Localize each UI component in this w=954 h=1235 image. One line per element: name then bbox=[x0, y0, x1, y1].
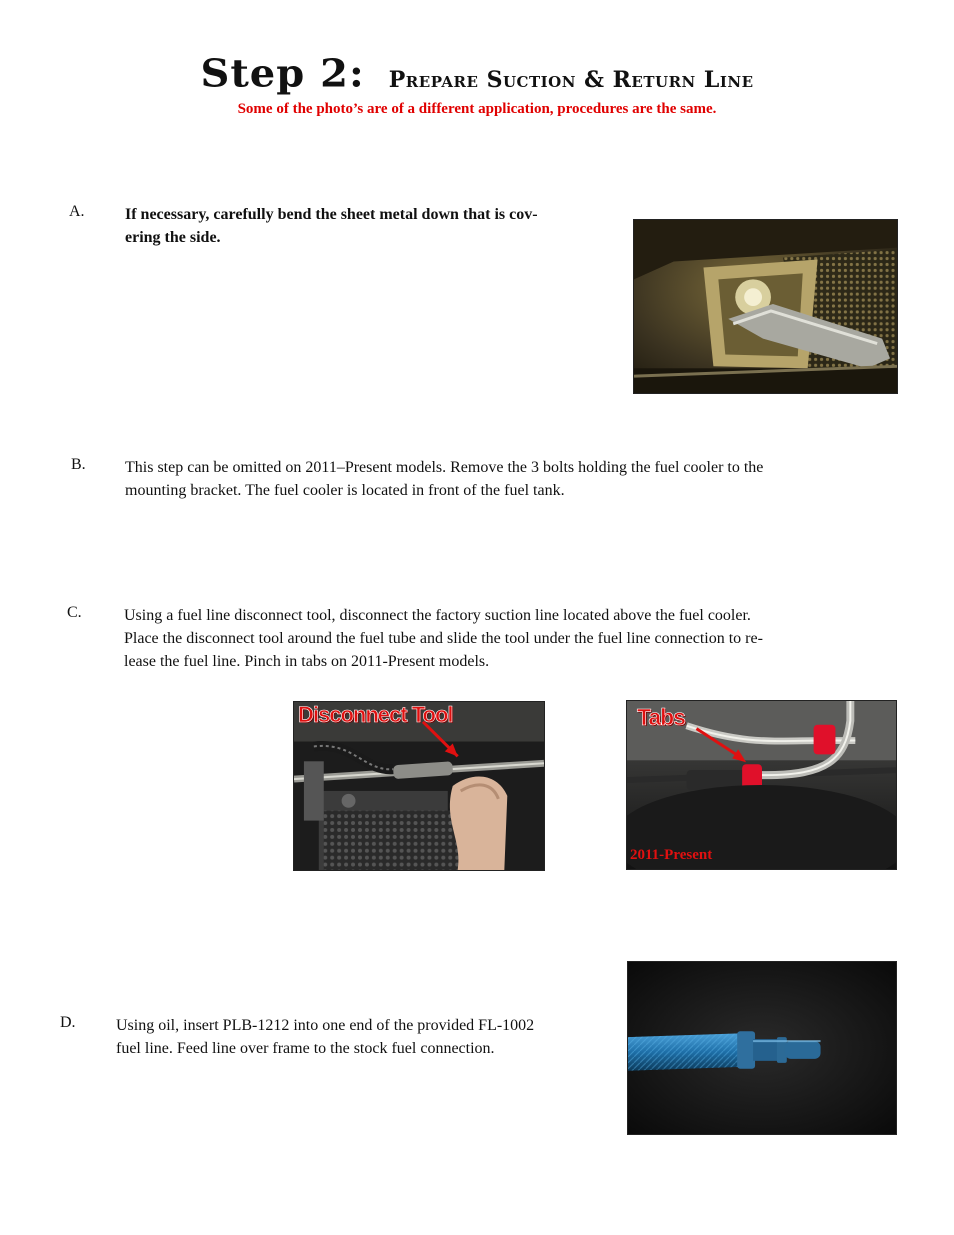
step-c-line-2: Place the disconnect tool around the fuel tube and slide the tool under the fuel line connection to re- bbox=[124, 630, 763, 647]
tabs-label: Tabs bbox=[637, 704, 685, 730]
photo-tabs-2011-present bbox=[626, 700, 897, 870]
photo-sheet-metal-bolt bbox=[633, 219, 898, 394]
step-c-line-1: Using a fuel line disconnect tool, disconnect the factory suction line located above the fuel cooler. bbox=[124, 607, 751, 624]
step-c-text bbox=[124, 604, 914, 673]
step-c-letter: C. bbox=[67, 604, 82, 621]
year-label: 2011-Present bbox=[630, 847, 713, 863]
step-b-line-1: This step can be omitted on 2011–Present models. Remove the 3 bolts holding the fuel cooler to the bbox=[125, 459, 764, 476]
step-a-text bbox=[125, 203, 625, 249]
step-b-line-2: mounting bracket. The fuel cooler is located in front of the fuel tank. bbox=[125, 482, 565, 499]
step-subtitle: Prepare Suction & Return Line bbox=[388, 67, 754, 93]
page-title bbox=[0, 50, 954, 97]
step-b-text bbox=[125, 456, 915, 502]
step-a-letter: A. bbox=[69, 203, 85, 220]
photo-fuel-line bbox=[627, 961, 897, 1135]
step-c-line-3: lease the fuel line. Pinch in tabs on 2011-Present models. bbox=[124, 653, 490, 670]
disconnect-tool-label: Disconnect Tool bbox=[298, 702, 453, 727]
step-b-letter: B. bbox=[71, 456, 86, 473]
step-a-line-2: ering the side. bbox=[125, 229, 221, 246]
photo-disconnect-tool bbox=[293, 701, 545, 871]
step-d-line-2: fuel line. Feed line over frame to the stock fuel connection. bbox=[116, 1040, 495, 1057]
step-heading: Step 2: bbox=[200, 51, 365, 96]
step-d-text bbox=[116, 1014, 616, 1060]
application-note: Some of the photo’s are of a different application, procedures are the same. bbox=[237, 101, 717, 117]
step-d-letter: D. bbox=[60, 1014, 76, 1031]
step-a-line-1: If necessary, carefully bend the sheet metal down that is cov- bbox=[125, 206, 538, 223]
step-d-line-1: Using oil, insert PLB-1212 into one end of the provided FL-1002 bbox=[116, 1017, 535, 1034]
